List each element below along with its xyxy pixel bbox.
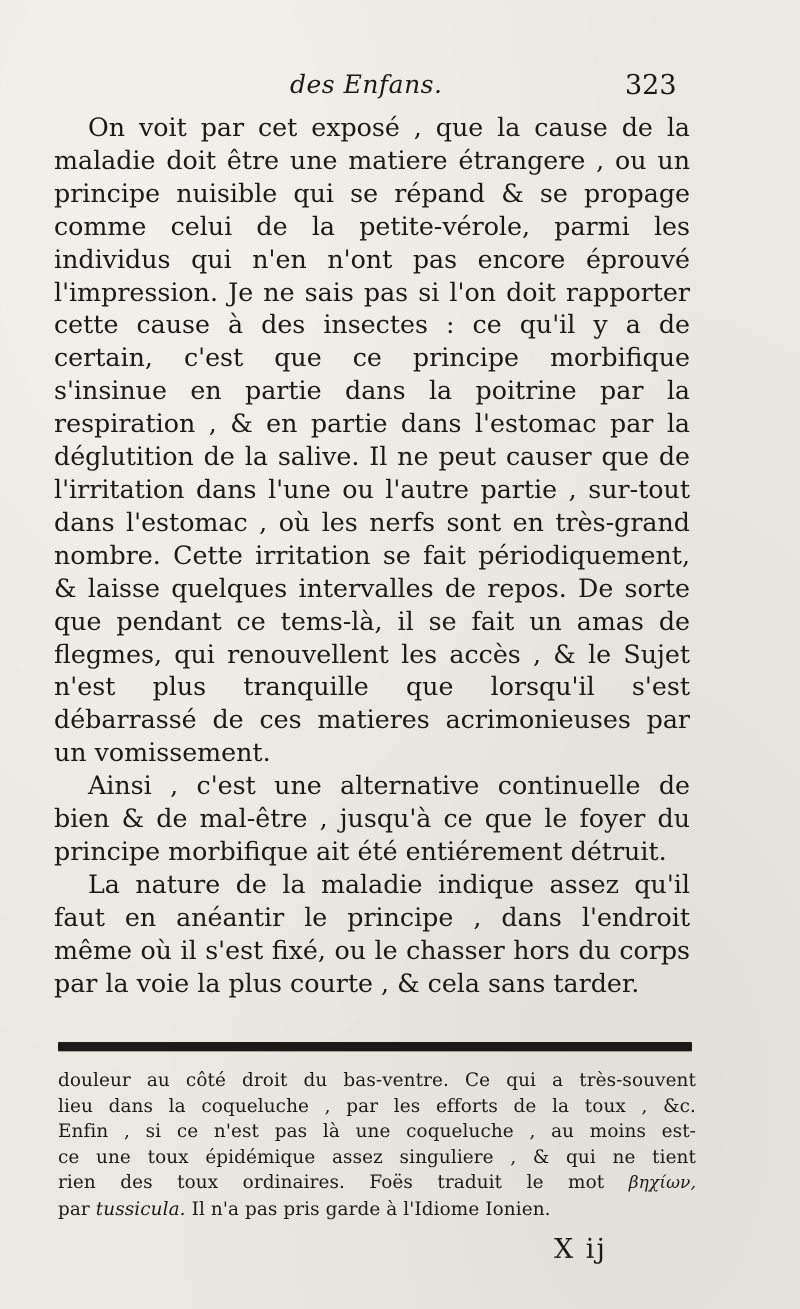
- paragraph-2: Ainsi , c'est une alternative continuelle de bien & de mal-être , jusqu'à ce que le foyer du principe morbifique ait été entiérement détruit.: [54, 771, 690, 866]
- main-text: [54, 112, 690, 1000]
- page-number: 323: [625, 70, 677, 101]
- footnote-line-5-text: rien des toux ordinaires. Foës traduit le mot: [58, 1172, 605, 1194]
- footnote-line-6: [58, 1197, 696, 1223]
- footnote: [58, 1068, 696, 1223]
- paragraph-3: La nature de la maladie indique assez qu'il faut en anéantir le principe , dans l'endroit même où il s'est fixé, ou le chasser hors du corps par la voie la plus courte , & cela sans tarder.: [54, 869, 690, 998]
- footnote-separator-rule: [58, 1042, 692, 1051]
- paragraph-1: On voit par cet exposé , que la cause de la maladie doit être une matiere étrangere , ou un principe nuisible qui se répand & se propage comme celui de la petite-vérole, parmi les individus qui n'en n'ont pas encore éprouvé l'impression. Je ne sais pas si l'on doit rapporter cette cause à des insectes : ce qu'il y a de certain, c'est que ce principe morbifique s'insinue en partie dans la poitrine par la respiration , & en partie dans l'estomac par la déglutition de la salive. Il ne peut causer que de l'irritation dans l'une ou l'autre partie , sur-tout dans l'estomac , où les nerfs sont en très-grand nombre. Cette irritation se fait périodiquement, & laisse quelques intervalles de repos. De sorte que pendant ce tems-là, il se fait un amas de flegmes, qui renouvellent les accès , & le Sujet n'est plus tranquille que lorsqu'il s'est débarrassé de ces matieres acrimonieuses par un vomissement.: [54, 113, 690, 768]
- footnote-line-6-post: Il n'a pas pris garde à l'Idiome Ionien.: [191, 1198, 551, 1220]
- footnote-line-5: [58, 1170, 696, 1197]
- footnote-line-3: Enfin , si ce n'est pas là une coqueluche , au moins est-: [58, 1121, 696, 1143]
- signature-mark: X ij: [554, 1234, 607, 1265]
- page-header: [0, 70, 800, 110]
- footnote-line-4: ce une toux épidémique assez singuliere , & qui ne tient: [58, 1146, 696, 1168]
- latin-word: tussicula.: [95, 1198, 186, 1220]
- footnote-line-1: douleur au côté droit du bas-ventre. Ce qui a très-souvent: [58, 1070, 696, 1091]
- running-title: des Enfans.: [290, 70, 443, 99]
- footnote-line-6-pre: par: [58, 1198, 90, 1220]
- greek-word: βηχίων,: [628, 1173, 696, 1194]
- footnote-line-2: lieu dans la coqueluche , par les efforts de la toux , &c.: [58, 1095, 696, 1117]
